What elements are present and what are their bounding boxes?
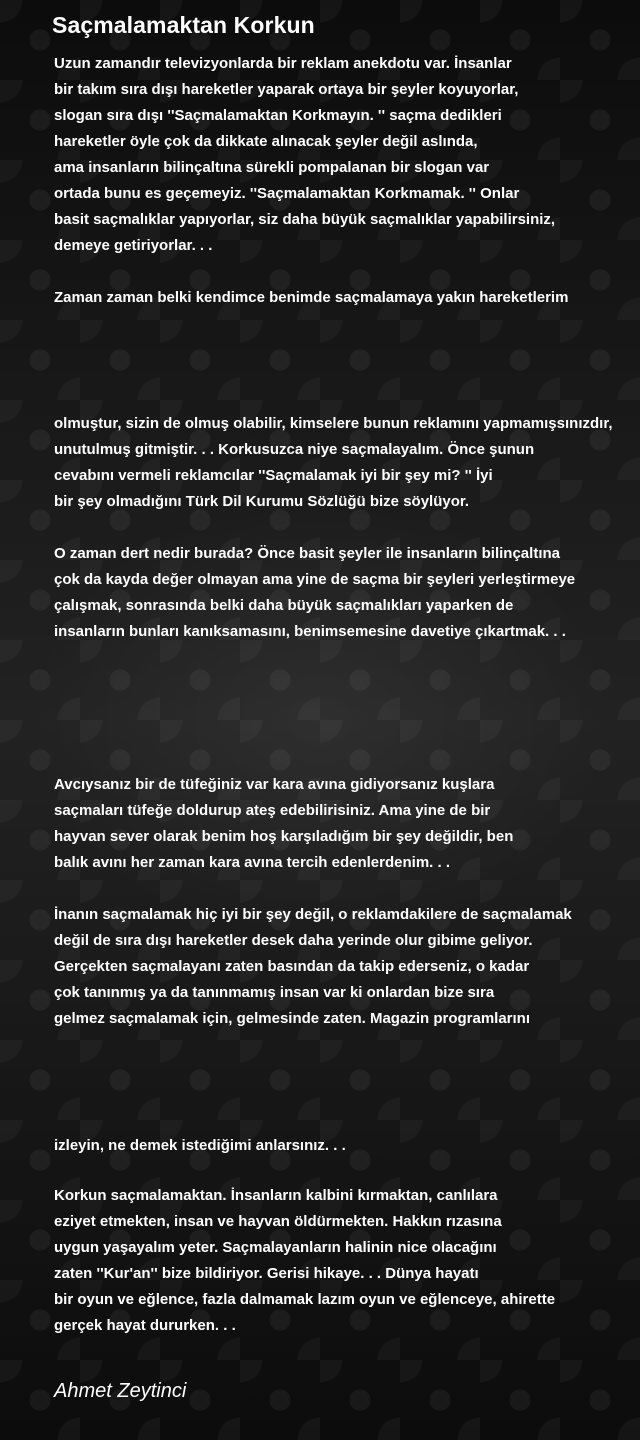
poem-paragraph-2: Zaman zaman belki kendimce benimde saçmalamaya yakın hareketlerim <box>54 289 569 306</box>
poem-paragraph-1: Uzun zamandır televizyonlarda bir reklam anekdotu var. İnsanlar bir takım sıra dışı hareketler yaparak ortaya bir şeyler koyuyorlar, slogan sıra dışı ''Saçmalamaktan Korkmayın. '' saçma dedikleri hareketler öyle çok da dikkate alınacak şeyler değil aslında, ama insanların bilinçaltına sürekli pompalanan bir slogan var ortada bunu es geçemeyiz. ''Saçmalamaktan Korkmamak. '' Onlar basit saçmalıklar yapıyorlar, siz daha büyük saçmalıklar yapabilirsiniz, demeye getiriyorlar. . . <box>54 55 556 254</box>
poem-paragraph-8: Korkun saçmalamaktan. İnsanların kalbini kırmaktan, canlılara eziyet etmekten, insan ve hayvan öldürmekten. Hakkın rızasına uygun yaşayalım yeter. Saçmalayanların halinin nice olacağını zaten ''Kur'an'' bize bildiriyor. Gerisi hikaye. . . Dünya hayatı bir oyun ve eğlence, fazla dalmamak lazım oyun ve eğlenceye, ahirette gerçek hayat dururken. . . <box>54 1187 556 1334</box>
poem-paragraph-5: Avcıysanız bir de tüfeğiniz var kara avına gidiyorsanız kuşlara saçmaları tüfeğe doldurup ateş edebilirisiniz. Ama yine de bir hayvan sever olarak benim hoş karşıladığım bir şey değildir, ben balık avını her zaman kara avına tercih edenlerdenim. . . <box>54 776 514 871</box>
poem-author[interactable]: Ahmet Zeytinci <box>54 1380 187 1402</box>
poem-title: Saçmalamaktan Korkun <box>52 12 315 38</box>
poem-paragraph-3: olmuştur, sizin de olmuş olabilir, kimselere bunun reklamını yapmamışsınızdır, unutulmuş gitmiştir. . . Korkusuzca niye saçmalayalım. Önce şunun cevabını vermeli reklamcılar ''Saçmalamak iyi bir şey mi? '' İyi bir şey olmadığını Türk Dil Kurumu Sözlüğü bize söylüyor. <box>54 415 613 510</box>
poem-paragraph-7: izleyin, ne demek istediğimi anlarsınız. . . <box>54 1137 346 1154</box>
poem-paragraph-6: İnanın saçmalamak hiç iyi bir şey değil, o reklamdakilere de saçmalamak değil de sıra dışı hareketler desek daha yerinde olur gibime geliyor. Gerçekten saçmalayanı zaten basından da takip ederseniz, o kadar çok tanınmış ya da tanınmamış insan var ki onlardan bize sıra gelmez saçmalamak için, gelmesinde zaten. Magazin programlarını <box>54 906 572 1027</box>
poem-paragraph-4: O zaman dert nedir burada? Önce basit şeyler ile insanların bilinçaltına çok da kayda değer olmayan ama yine de saçma bir şeyleri yerleştirmeye çalışmak, sonrasında belki daha büyük saçmalıkları yaparken de insanların bunları kanıksamasını, benimsemesine davetiye çıkartmak. . . <box>54 545 576 640</box>
